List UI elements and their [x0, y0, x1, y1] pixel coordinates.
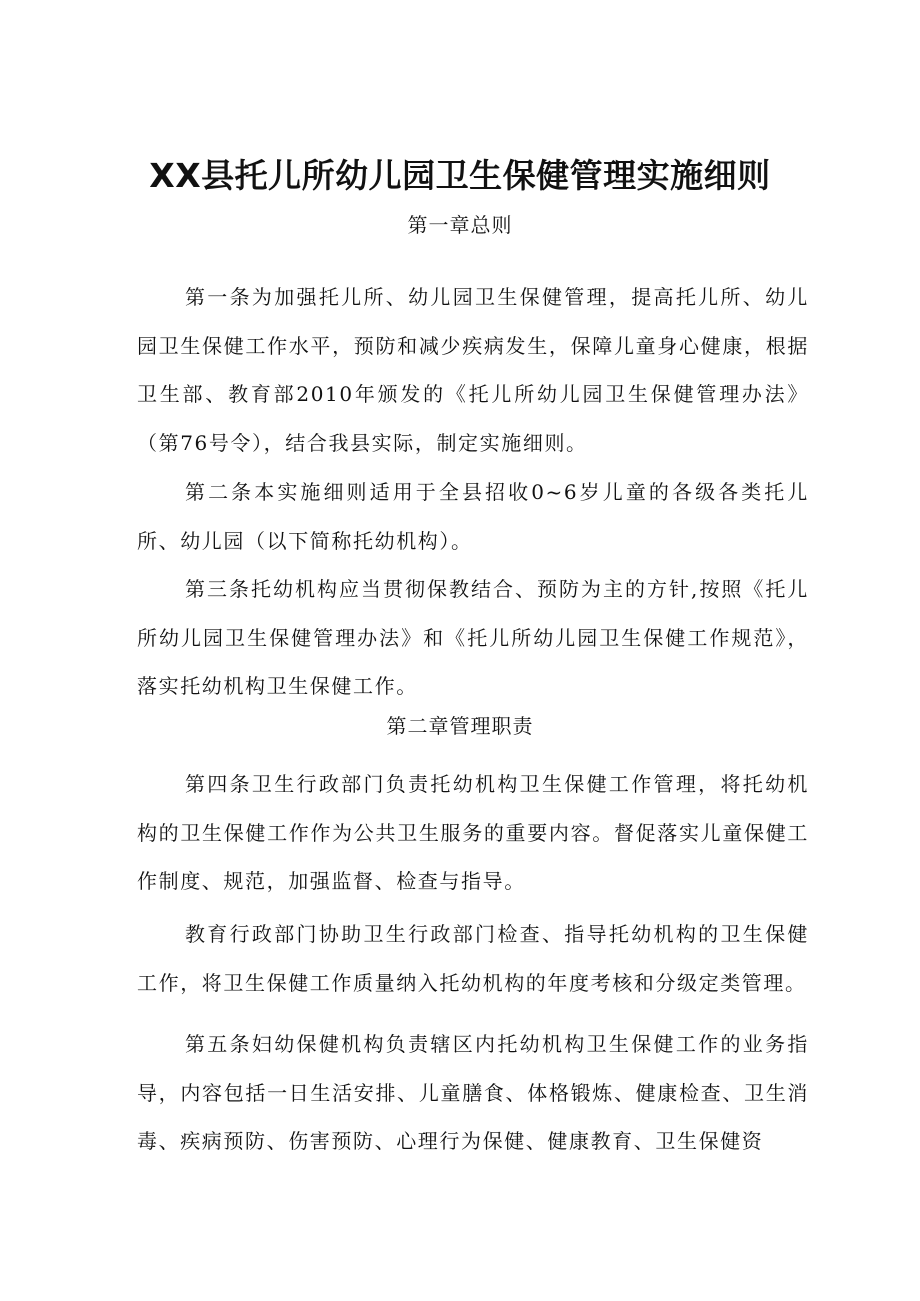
article-2-paragraph: 第二条本实施细则适用于全县招收0~6岁儿童的各级各类托儿所、幼儿园（以下简称托幼机构）。 [137, 480, 809, 553]
article-1-paragraph: 第一条为加强托儿所、幼儿园卫生保健管理，提高托儿所、幼儿园卫生保健工作水平，预防和减少疾病发生，保障儿童身心健康，根据卫生部、教育部2010年颁发的《托儿所幼儿园卫生保健管理办法》（第76号令），结合我县实际，制定实施细则。 [137, 285, 809, 456]
article-4-continuation-paragraph: 教育行政部门协助卫生行政部门检查、指导托幼机构的卫生保健工作，将卫生保健工作质量纳入托幼机构的年度考核和分级定类管理。 [137, 922, 809, 995]
chapter-heading-2: 第二章管理职责 [386, 714, 534, 738]
document-title: XX县托儿所幼儿园卫生保健管理实施细则 [149, 156, 771, 196]
article-5-paragraph: 第五条妇幼保健机构负责辖区内托幼机构卫生保健工作的业务指导，内容包括一日生活安排、儿童膳食、体格锻炼、健康检查、卫生消毒、疾病预防、伤害预防、心理行为保健、健康教育、卫生保健资 [137, 1032, 809, 1154]
article-3-paragraph: 第三条托幼机构应当贯彻保教结合、预防为主的方针,按照《托儿所幼儿园卫生保健管理办法》和《托儿所幼儿园卫生保健工作规范》，落实托幼机构卫生保健工作。 [137, 577, 809, 699]
chapter-heading-1: 第一章总则 [407, 213, 513, 237]
article-4-paragraph: 第四条卫生行政部门负责托幼机构卫生保健工作管理，将托幼机构的卫生保健工作作为公共卫生服务的重要内容。督促落实儿童保健工作制度、规范，加强监督、检查与指导。 [137, 772, 809, 894]
